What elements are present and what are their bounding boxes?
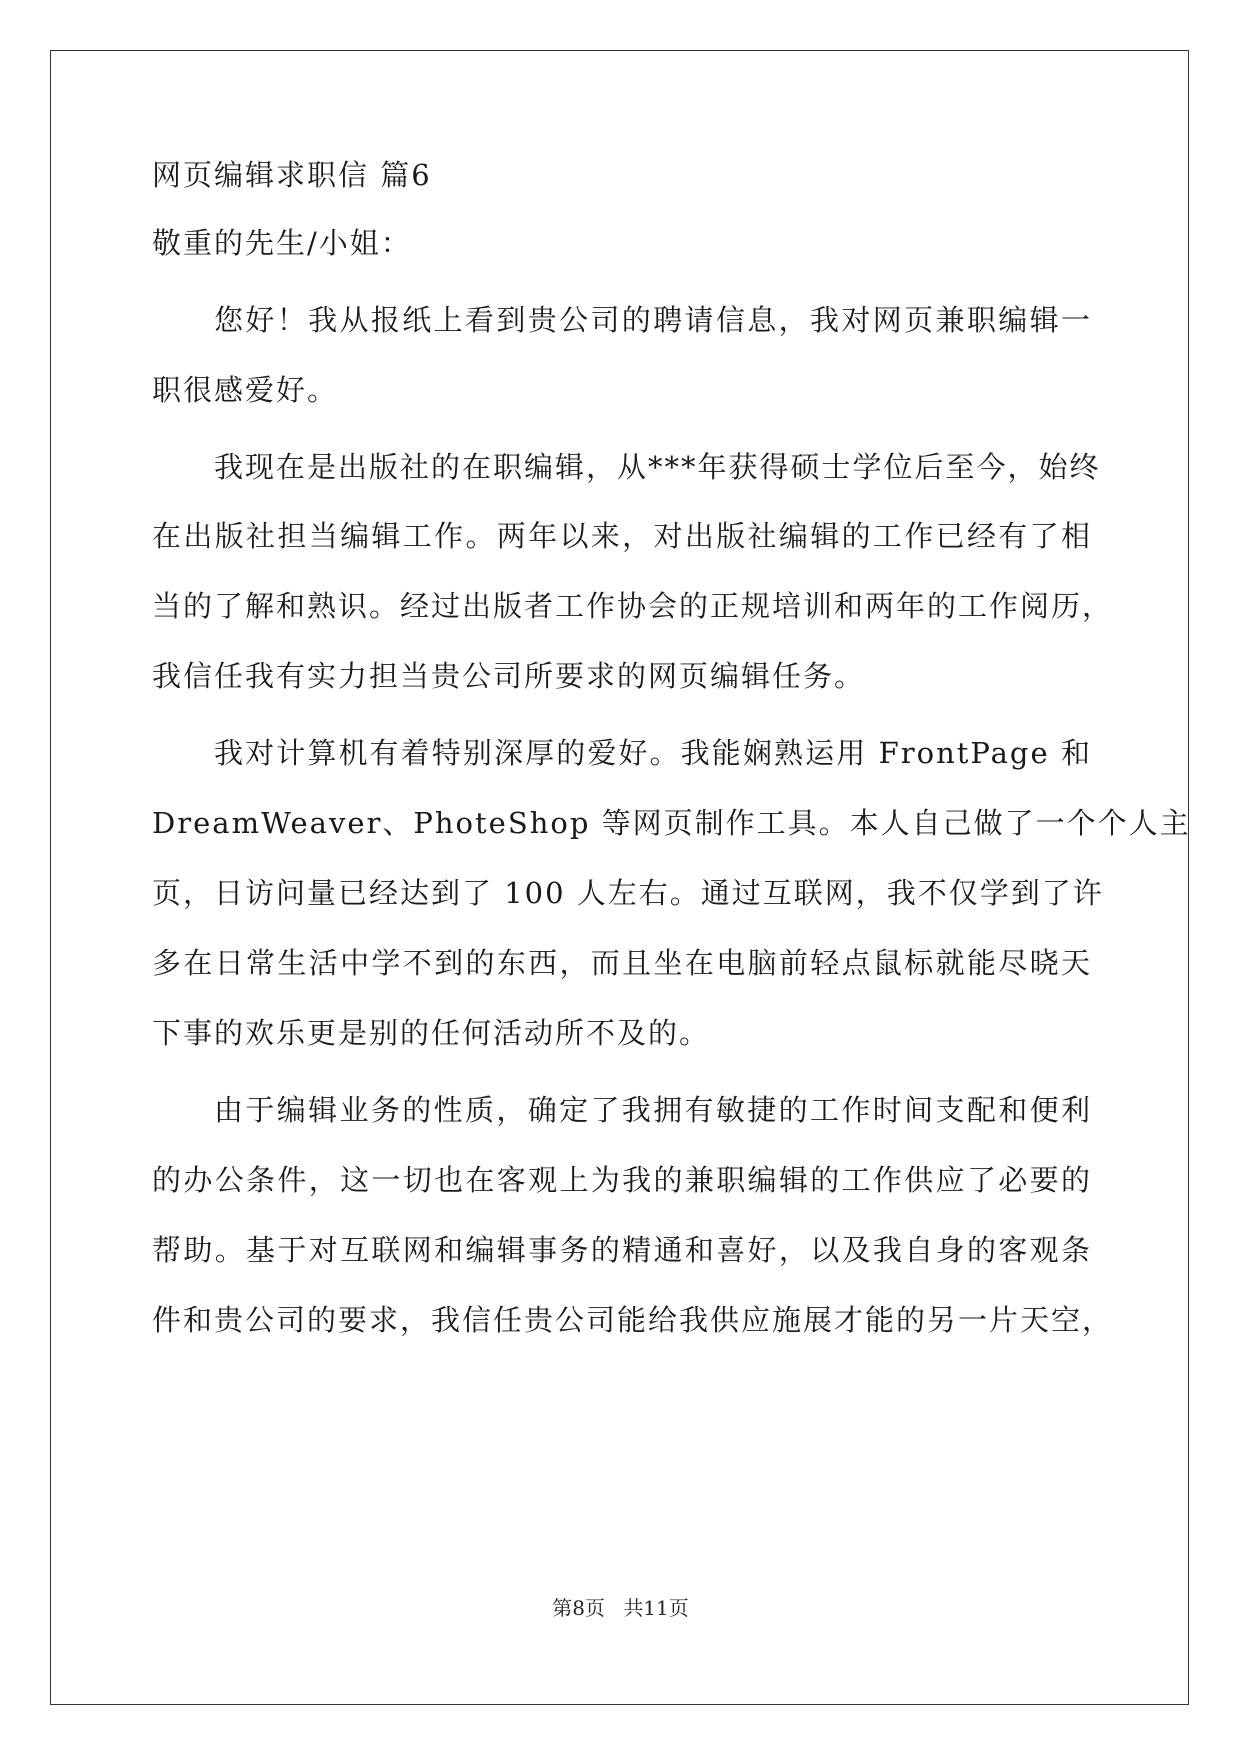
paragraph-line: 您好！我从报纸上看到贵公司的聘请信息，我对网页兼职编辑一 <box>214 303 1092 337</box>
paragraph-line: 多在日常生活中学不到的东西，而且坐在电脑前轻点鼠标就能尽晓天 <box>152 946 1092 980</box>
page-number: 第8页 <box>552 1596 605 1620</box>
paragraph-line: 在出版社担当编辑工作。两年以来，对出版社编辑的工作已经有了相 <box>152 519 1092 553</box>
page-footer <box>0 1594 1241 1622</box>
salutation: 敬重的先生/小姐： <box>152 226 412 260</box>
paragraph-line: 下事的欢乐更是别的任何活动所不及的。 <box>152 1016 711 1050</box>
paragraph-line: 的办公条件，这一切也在客观上为我的兼职编辑的工作供应了必要的 <box>152 1163 1092 1197</box>
paragraph-line: 当的了解和熟识。经过出版者工作协会的正规培训和两年的工作阅历， <box>152 589 1114 623</box>
paragraph-line: 页，日访问量已经达到了 100 人左右。通过互联网，我不仅学到了许 <box>152 876 1104 910</box>
paragraph-line: 职很感爱好。 <box>152 373 339 407</box>
paragraph-line: 由于编辑业务的性质，确定了我拥有敏捷的工作时间支配和便利 <box>214 1093 1092 1127</box>
paragraph-line: 件和贵公司的要求，我信任贵公司能给我供应施展才能的另一片天空， <box>152 1303 1114 1337</box>
paragraph-line: DreamWeaver、PhoteShop 等网页制作工具。本人自己做了一个个人主 <box>152 806 1191 840</box>
document-title: 网页编辑求职信 篇6 <box>152 158 432 192</box>
paragraph-line: 我现在是出版社的在职编辑，从***年获得硕士学位后至今，始终 <box>214 450 1101 484</box>
paragraph-line: 我信任我有实力担当贵公司所要求的网页编辑任务。 <box>152 659 866 693</box>
page-total: 共11页 <box>623 1596 689 1620</box>
paragraph-line: 我对计算机有着特别深厚的爱好。我能娴熟运用 FrontPage 和 <box>214 736 1092 770</box>
paragraph-line: 帮助。基于对互联网和编辑事务的精通和喜好，以及我自身的客观条 <box>152 1233 1092 1267</box>
